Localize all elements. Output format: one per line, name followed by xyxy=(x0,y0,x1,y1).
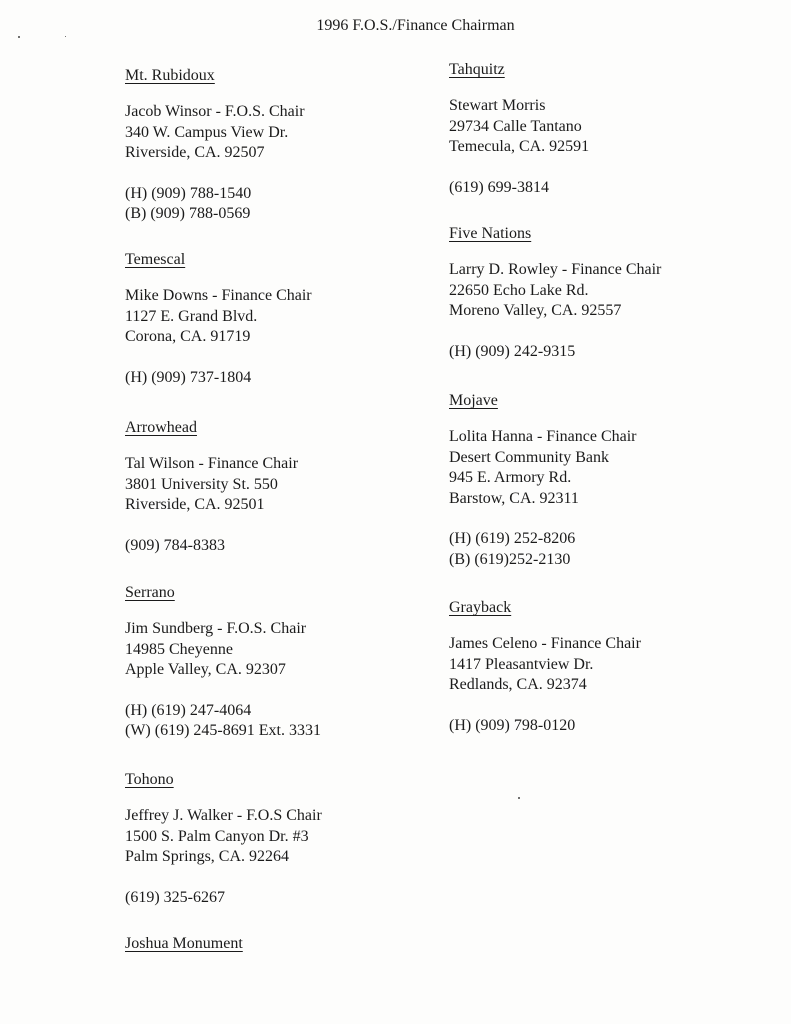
contact-block xyxy=(125,418,425,556)
address-line: Temecula, CA. 92591 xyxy=(449,138,590,155)
spacer xyxy=(125,86,425,102)
spacer xyxy=(125,270,425,286)
address-line: 14985 Cheyenne xyxy=(125,640,233,658)
address-line: 3801 University St. 550 xyxy=(125,475,278,493)
contact-block xyxy=(125,250,425,388)
phone-number: (H) (909) 242-9315 xyxy=(449,342,576,360)
phone-number: (W) (619) 245-8691 Ext. 3331 xyxy=(125,722,321,739)
page-title: 1996 F.O.S./Finance Chairman xyxy=(316,17,515,34)
district-heading: Arrowhead xyxy=(125,419,197,436)
scan-speck xyxy=(518,797,520,799)
district-heading: Mt. Rubidoux xyxy=(125,67,215,84)
district-heading: Tahquitz xyxy=(449,61,505,78)
contact-block xyxy=(125,934,425,954)
spacer xyxy=(125,164,425,184)
district-heading: Tohono xyxy=(125,771,174,788)
spacer xyxy=(449,322,779,342)
spacer xyxy=(449,618,779,634)
address-line: 29734 Calle Tantano xyxy=(449,117,582,135)
spacer xyxy=(449,244,779,260)
phone-number: (B) (619)252-2130 xyxy=(449,550,571,568)
contact-block xyxy=(449,224,779,362)
district-heading: Serrano xyxy=(125,584,175,601)
address-line: 1127 E. Grand Blvd. xyxy=(125,307,258,325)
phone-number: (909) 784-8383 xyxy=(125,536,225,554)
contact-name: Larry D. Rowley - Finance Chair xyxy=(449,261,662,278)
address-line: 22650 Echo Lake Rd. xyxy=(449,281,589,299)
contact-name: Jeffrey J. Walker - F.O.S Chair xyxy=(125,807,322,824)
spacer xyxy=(125,681,425,701)
contact-name: Jim Sundberg - F.O.S. Chair xyxy=(125,620,307,637)
spacer xyxy=(125,868,425,888)
contact-block xyxy=(125,66,425,225)
spacer xyxy=(449,509,779,529)
contact-block xyxy=(449,60,779,198)
contact-name: Stewart Morris xyxy=(449,97,546,114)
address-line: 1417 Pleasantview Dr. xyxy=(449,655,594,673)
spacer xyxy=(125,603,425,619)
address-line: Palm Springs, CA. 92264 xyxy=(125,848,290,865)
contact-block xyxy=(449,391,779,570)
district-heading: Joshua Monument xyxy=(125,935,243,952)
spacer xyxy=(449,158,779,178)
phone-number: (H) (909) 737-1804 xyxy=(125,368,252,386)
contact-name: Tal Wilson - Finance Chair xyxy=(125,455,299,472)
contact-name: Lolita Hanna - Finance Chair xyxy=(449,428,637,445)
address-line: Riverside, CA. 92501 xyxy=(125,496,265,513)
phone-number: (619) 699-3814 xyxy=(449,178,549,196)
address-line: Moreno Valley, CA. 92557 xyxy=(449,302,622,319)
spacer xyxy=(449,411,779,427)
phone-number: (H) (909) 798-0120 xyxy=(449,716,576,734)
scan-speck xyxy=(18,36,20,38)
phone-number: (H) (909) 788-1540 xyxy=(125,184,252,202)
district-heading: Grayback xyxy=(449,599,512,616)
address-line: 340 W. Campus View Dr. xyxy=(125,123,289,141)
contact-block xyxy=(125,583,425,742)
spacer xyxy=(449,696,779,716)
address-line: Corona, CA. 91719 xyxy=(125,328,251,345)
phone-number: (B) (909) 788-0569 xyxy=(125,205,251,222)
district-heading: Mojave xyxy=(449,392,498,409)
address-line: Barstow, CA. 92311 xyxy=(449,489,579,507)
address-line: Apple Valley, CA. 92307 xyxy=(125,661,286,678)
district-heading: Temescal xyxy=(125,251,186,268)
contact-name: James Celeno - Finance Chair xyxy=(449,635,641,652)
spacer xyxy=(125,790,425,806)
district-heading: Five Nations xyxy=(449,225,532,242)
phone-number: (619) 325-6267 xyxy=(125,888,225,906)
spacer xyxy=(125,438,425,454)
address-line: 1500 S. Palm Canyon Dr. #3 xyxy=(125,827,309,845)
scan-speck xyxy=(65,36,66,37)
address-line: Riverside, CA. 92507 xyxy=(125,144,265,161)
spacer xyxy=(125,348,425,368)
phone-number: (H) (619) 247-4064 xyxy=(125,701,252,719)
contact-block xyxy=(449,598,779,736)
contact-name: Mike Downs - Finance Chair xyxy=(125,287,312,304)
spacer xyxy=(125,516,425,536)
phone-number: (H) (619) 252-8206 xyxy=(449,530,576,547)
address-line: Desert Community Bank xyxy=(449,448,609,466)
address-line: Redlands, CA. 92374 xyxy=(449,676,587,693)
contact-name: Jacob Winsor - F.O.S. Chair xyxy=(125,103,305,120)
contact-block xyxy=(125,770,425,908)
address-line: 945 E. Armory Rd. xyxy=(449,469,572,486)
spacer xyxy=(449,80,779,96)
